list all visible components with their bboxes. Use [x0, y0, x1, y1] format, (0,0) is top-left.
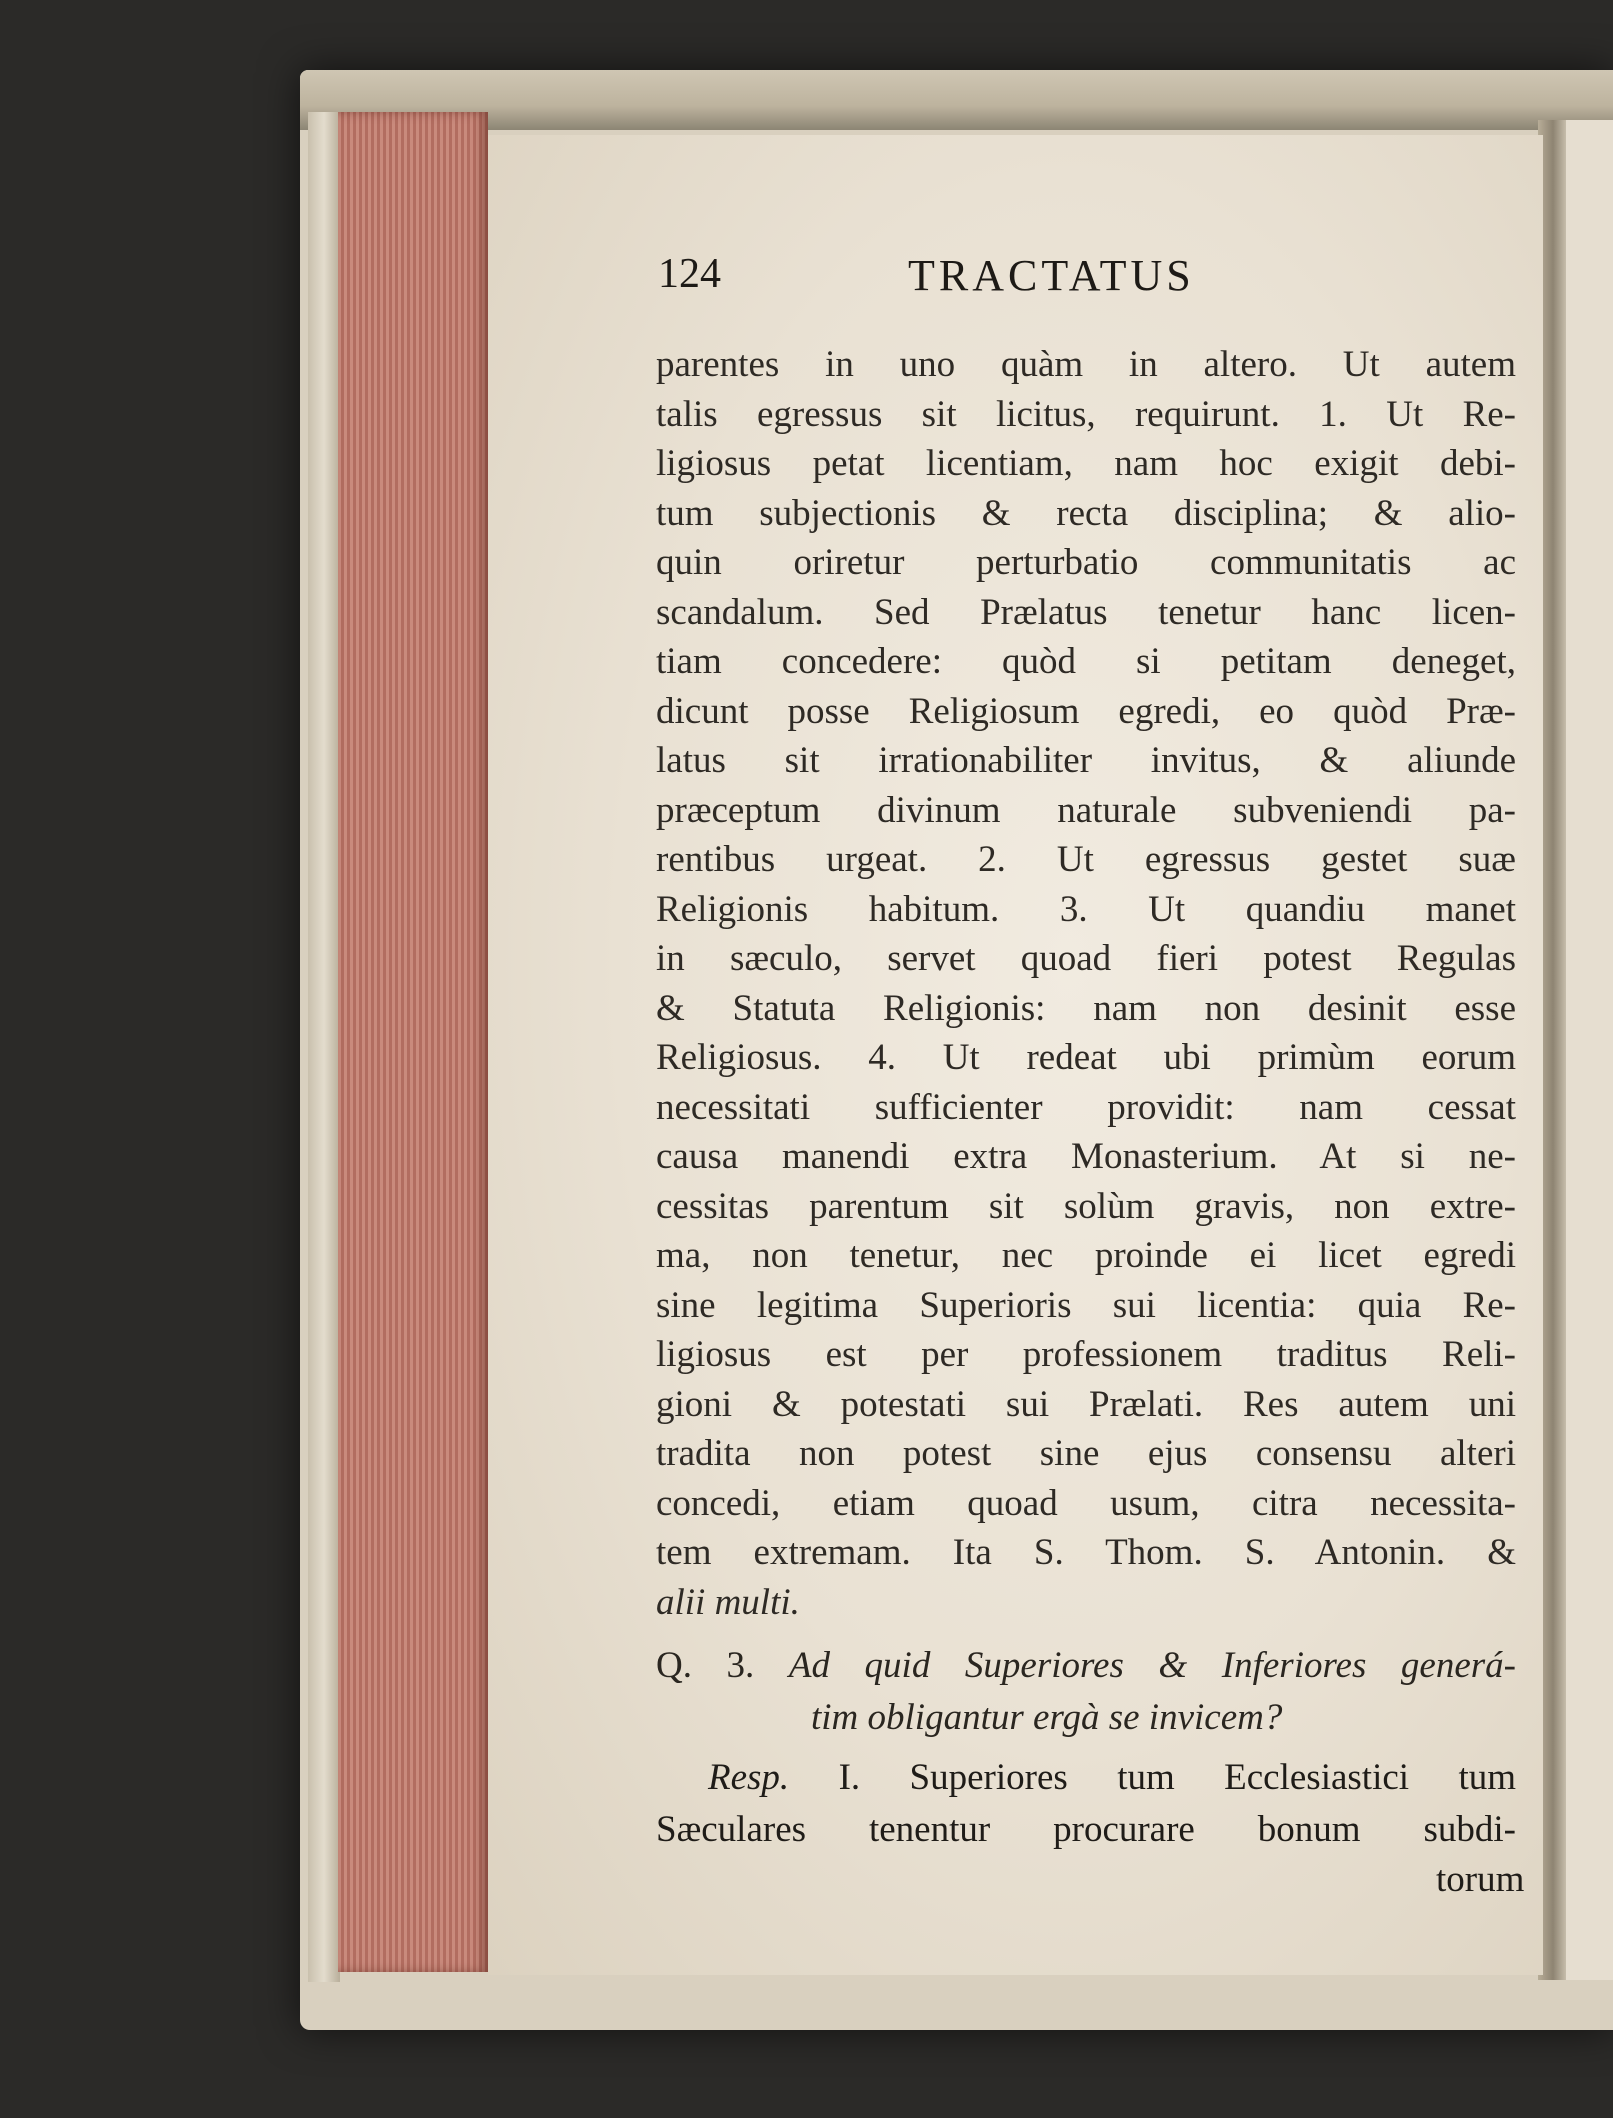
- text-line: quin oriretur perturbatio communitatis ac: [656, 542, 1516, 583]
- text-line: talis egressus sit licitus, requirunt. 1. Ut Re-: [656, 393, 1516, 435]
- question-text-1: Ad quid Superiores & Inferiores generá-: [788, 1645, 1516, 1686]
- page-edges: [338, 112, 488, 1972]
- question-line: [656, 1692, 1516, 1744]
- text-line: ma, non tenetur, nec proinde ei licet egredi: [656, 1235, 1516, 1276]
- text-line: concedi, etiam quoad usum, citra necessita-: [656, 1482, 1516, 1524]
- text-line: necessitati sufficienter providit: nam cessat: [656, 1086, 1516, 1128]
- text-line-last: [656, 1578, 1516, 1628]
- text-line: præceptum divinum naturale subveniendi pa-: [656, 789, 1516, 831]
- answer-block: [656, 1752, 1516, 1856]
- text-line: cessitas parentum sit solùm gravis, non extre-: [656, 1185, 1516, 1227]
- page-header: [658, 250, 1518, 310]
- text-line: Religiosus. 4. Ut redeat ubi primùm eorum: [656, 1037, 1516, 1078]
- text-line: tiam concedere: quòd si petitam deneget,: [656, 641, 1516, 682]
- citation-text: alii multi.: [656, 1581, 800, 1623]
- text-line: gioni & potestati sui Prælati. Res autem uni: [656, 1383, 1516, 1425]
- text-line: scandalum. Sed Prælatus tenetur hanc licen-: [656, 591, 1516, 633]
- text-line: ligiosus est per professionem traditus Reli-: [656, 1334, 1516, 1375]
- answer-label: Resp.: [708, 1757, 790, 1798]
- text-line: rentibus urgeat. 2. Ut egressus gestet suæ: [656, 839, 1516, 880]
- text-line: parentes in uno quàm in altero. Ut autem: [656, 344, 1516, 385]
- page-number: 124: [658, 251, 721, 297]
- answer-text-1: I. Superiores tum Ecclesiastici tum: [838, 1757, 1517, 1798]
- text-line: in sæculo, servet quoad fieri potest Regulas: [656, 938, 1516, 979]
- question-block: [656, 1640, 1516, 1744]
- text-line: latus sit irrationabiliter invitus, & aliunde: [656, 740, 1516, 781]
- text-line: tum subjectionis & recta disciplina; & alio-: [656, 492, 1516, 534]
- book-cover-top: [300, 70, 1613, 130]
- text-line: dicunt posse Religiosum egredi, eo quòd Præ-: [656, 690, 1516, 732]
- question-text-2: tim obligantur ergà se invicem?: [811, 1697, 1283, 1738]
- catchword: torum: [1436, 1859, 1525, 1900]
- question-label: Q. 3.: [656, 1645, 755, 1686]
- running-title: TRACTATUS: [908, 251, 1195, 300]
- text-line: tradita non potest sine ejus consensu alteri: [656, 1433, 1516, 1474]
- book-cover-left: [308, 112, 340, 1982]
- text-line: sine legitima Superioris sui licentia: quia Re-: [656, 1284, 1516, 1326]
- text-line: Religionis habitum. 3. Ut quandiu manet: [656, 888, 1516, 930]
- text-line: ligiosus petat licentiam, nam hoc exigit debi-: [656, 443, 1516, 484]
- text-line: & Statuta Religionis: nam non desinit esse: [656, 987, 1516, 1029]
- answer-line: Sæculares tenentur procurare bonum subdi-: [656, 1809, 1516, 1850]
- text-line: tem extremam. Ita S. Thom. S. Antonin. &: [656, 1532, 1516, 1573]
- body-text: [656, 340, 1516, 1627]
- answer-line: [656, 1752, 1516, 1804]
- text-line: causa manendi extra Monasterium. At si ne-: [656, 1136, 1516, 1177]
- question-line: [656, 1640, 1516, 1692]
- facing-page-edge: [1566, 120, 1613, 1980]
